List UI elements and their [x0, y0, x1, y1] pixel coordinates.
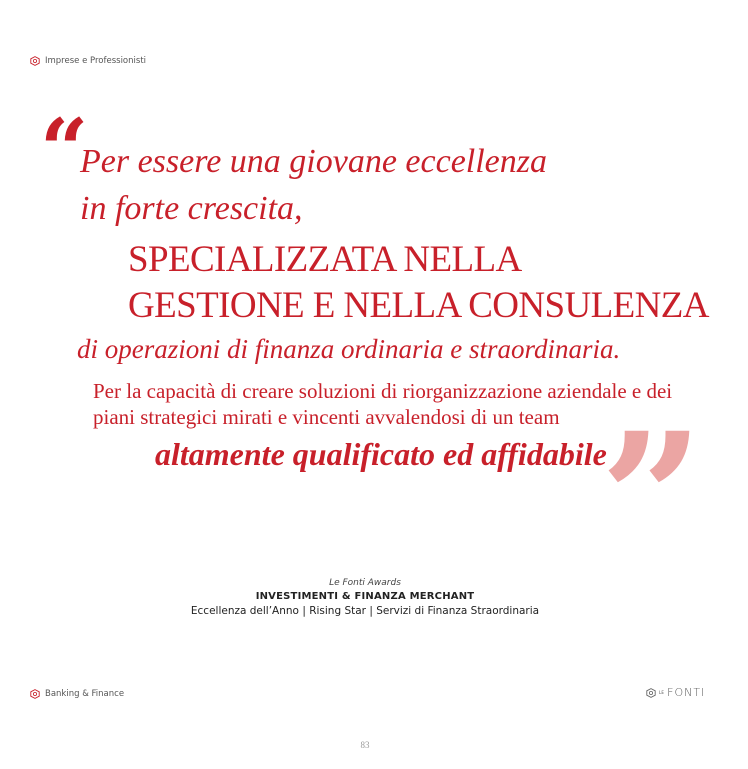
emblem-icon: [646, 688, 656, 698]
brand-logo: [646, 686, 705, 699]
quote-line-2: in forte crescita,: [80, 190, 303, 227]
header-section-tag: [30, 56, 146, 66]
emblem-icon: [30, 689, 40, 699]
emblem-icon: [30, 56, 40, 66]
footer-section-label: Banking & Finance: [45, 689, 125, 699]
award-title: INVESTIMENTI & FINANZA MERCHANT: [255, 591, 475, 602]
logo-prefix: LE: [659, 689, 665, 695]
logo-wordmark: FONTI: [667, 686, 706, 699]
award-source: Le Fonti Awards: [329, 578, 401, 588]
quote-line-1: Per essere una giovane eccellenza: [80, 143, 548, 180]
quote-line-8: altamente qualificato ed affidabile: [155, 436, 607, 472]
award-block: [0, 577, 730, 619]
award-categories: Eccellenza dell’Anno | Rising Star | Servizi di Finanza Straordinaria: [190, 605, 540, 617]
quote-line-4: GESTIONE E NELLA CONSULENZA: [128, 285, 709, 326]
quote-line-7: piani strategici mirati e vincenti avvalendosi di un team: [93, 405, 560, 429]
page-number: 83: [360, 740, 370, 750]
quote-line-6: Per la capacità di creare soluzioni di riorganizzazione aziendale e dei: [93, 379, 673, 403]
header-section-label: Imprese e Professionisti: [45, 56, 147, 66]
footer-section-tag: [30, 689, 124, 699]
quote-line-3: SPECIALIZZATA NELLA: [128, 239, 522, 280]
close-quote-mark: ”: [600, 394, 704, 605]
open-quote-mark: “: [40, 100, 89, 199]
quote-line-5: di operazioni di finanza ordinaria e straordinaria.: [77, 334, 621, 364]
